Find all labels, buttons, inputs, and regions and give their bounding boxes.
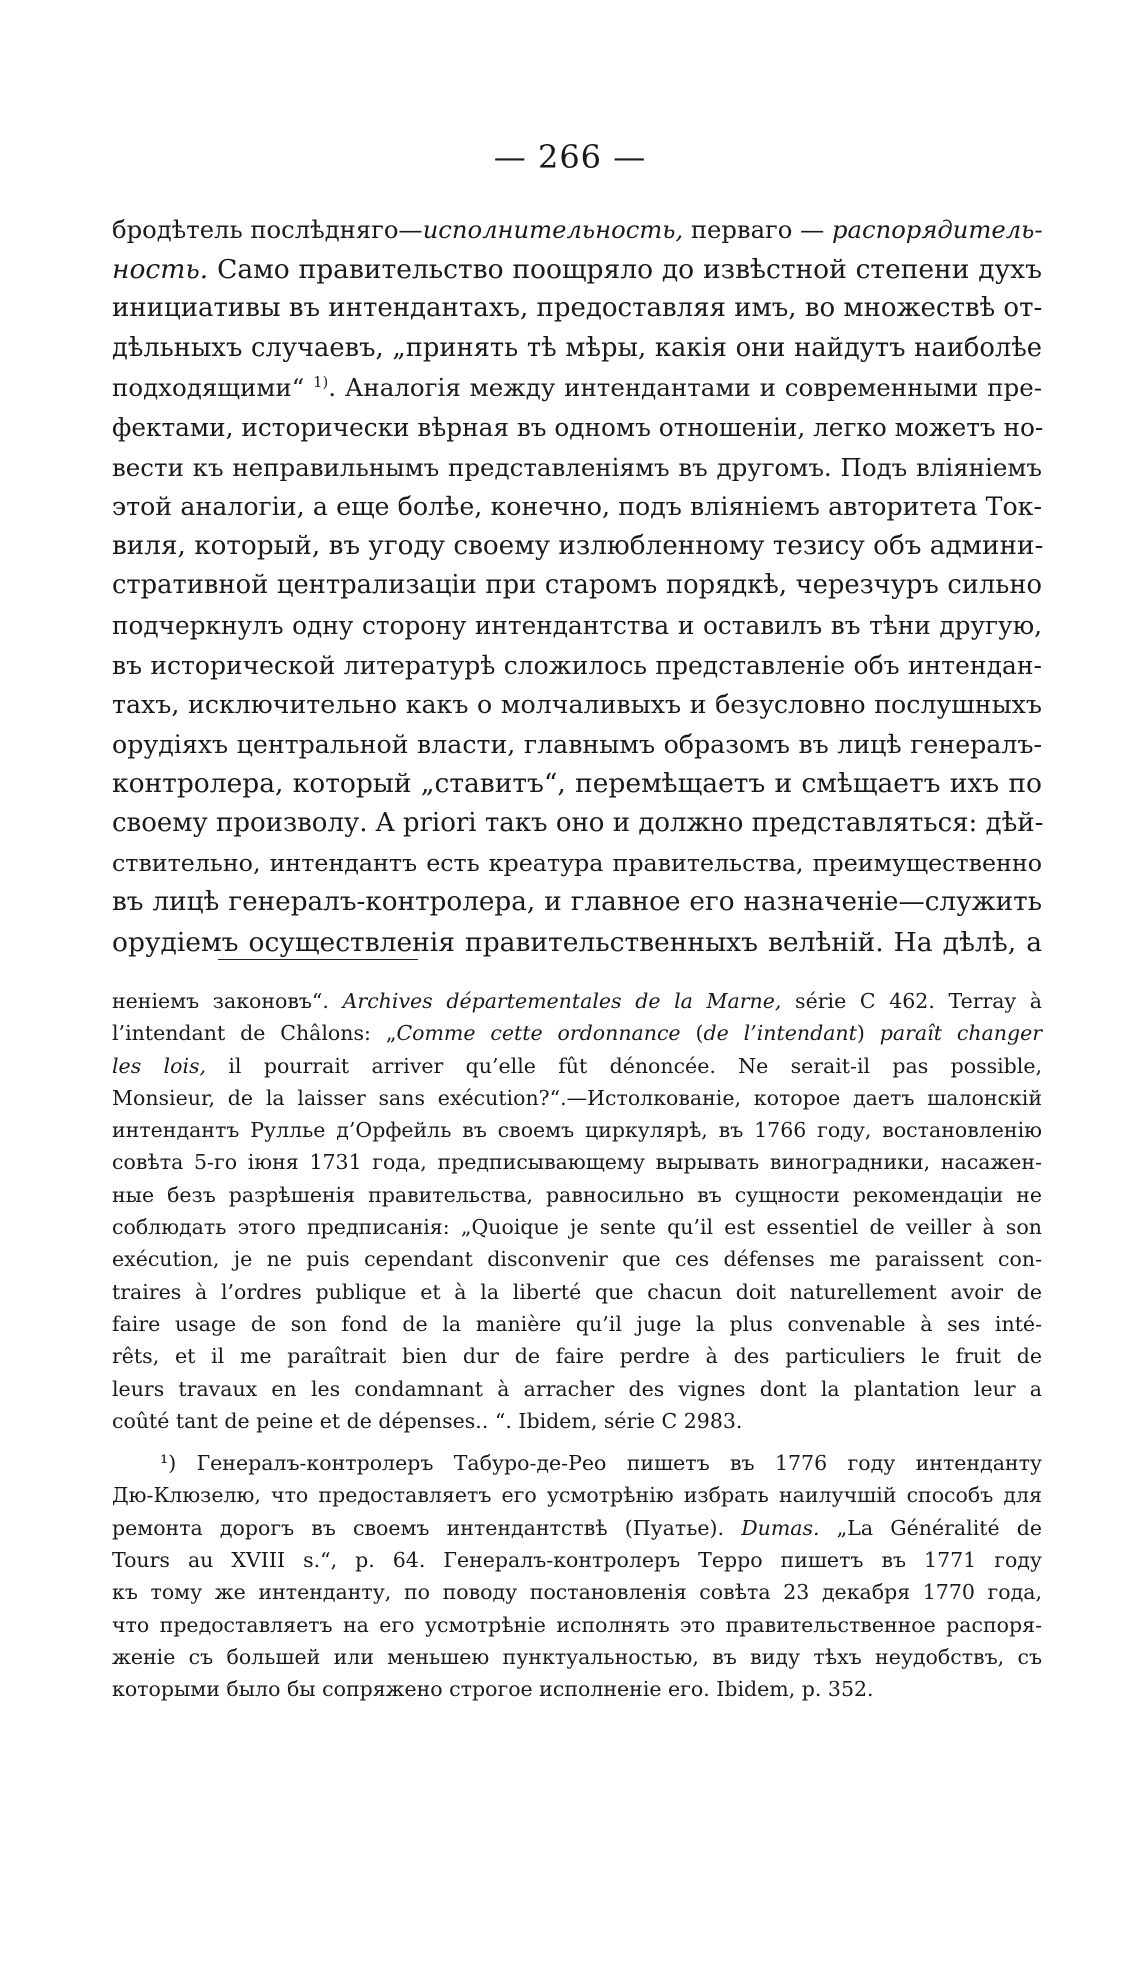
- body-line: подчеркнулъ одну сторону интендантства и оставилъ въ тѣни другую,: [112, 610, 1042, 640]
- body-line: ность. Само правительство поощряло до извѣстной степени духъ: [112, 253, 1042, 285]
- footnote-line: les lois, il pourrait arriver qu’elle fût dénoncée. Ne serait-il pas possible,: [112, 1053, 1043, 1078]
- body-line: своему произволу. A priori такъ оно и должно представляться: дѣй-: [112, 807, 1044, 838]
- body-line: орудіяхъ центральной власти, главнымъ образомъ въ лицѣ генералъ-: [112, 729, 1042, 759]
- footnote-1: [112, 1447, 1042, 1705]
- footnote-line: интендантъ Руллье д’Орфейль въ своемъ циркулярѣ, въ 1766 году, востановленію: [112, 1118, 1042, 1143]
- footnote-line: rêts, et il me paraîtrait bien dur de faire perdre à des particuliers le fruit de: [112, 1344, 1042, 1369]
- footnote-line: неніемъ законовъ“. Archives départementales de la Marne, série C 462. Terray à: [112, 989, 1042, 1013]
- body-line: вести къ неправильнымъ представленіямъ въ другомъ. Подъ вліяніемъ: [112, 452, 1042, 482]
- footnote-line: которыми было бы сопряжено строгое исполненіе его. Ibidem, p. 352.: [112, 1677, 874, 1702]
- footnote-line: Monsieur, de la laisser sans exécution?“.—Истолкованіе, которое даетъ шалонскій: [112, 1085, 1042, 1110]
- footnote-line: faire usage de son fond de la manière qu’il juge la plus convenable à ses inté-: [112, 1311, 1042, 1336]
- body-line: ствительно, интендантъ есть креатура правительства, преимущественно: [112, 848, 1042, 877]
- body-line: стративной централизаціи при старомъ порядкѣ, черезчуръ сильно: [112, 570, 1042, 601]
- footnote-line: traires à l’ordres publique et à la liberté que chacun doit naturellement avoir de: [112, 1279, 1042, 1304]
- footnote-line: Дю-Клюзелю, что предоставляетъ его усмотрѣнію избрать наилучшій способъ для: [112, 1483, 1042, 1508]
- footnote-ref: 1): [313, 374, 329, 392]
- footnote-line: ремонта дорогъ въ своемъ интендантствѣ (Пуатье). Dumas. „La Généralité de: [112, 1515, 1043, 1540]
- footnote-line: ные безъ разрѣшенія правительства, равносильно въ сущности рекомендаціи не: [112, 1182, 1042, 1207]
- body-line: этой аналогіи, а еще болѣе, конечно, подъ вліяніемъ авторитета Ток-: [112, 492, 1042, 522]
- body-line: въ исторической литературѣ сложилось представленіе объ интендан-: [112, 650, 1042, 680]
- footnote-line: женіе съ большей или меньшею пунктуальностью, въ виду тѣхъ неудобствъ, съ: [112, 1644, 1042, 1669]
- footnote-line: Tours au XVIII s.“, p. 64. Генералъ-контролеръ Терро пишетъ въ 1771 году: [112, 1548, 1042, 1573]
- footnote-line: leurs travaux en les condamnant à arracher des vignes dont la plantation leur a: [112, 1376, 1042, 1401]
- footnote-line: coûté tant de peine et de dépenses.. “. Ibidem, série C 2983.: [112, 1408, 743, 1433]
- body-line: контролера, который „ставитъ“, перемѣщаетъ и смѣщаетъ ихъ по: [112, 768, 1042, 800]
- footnote-continued: [112, 985, 1042, 1437]
- body-line: въ лицѣ генералъ-контролера, и главное его назначеніе—служить: [112, 887, 1042, 918]
- footnote-line: ¹) Генералъ-контролеръ Табуро-де-Рео пишетъ въ 1776 году интенданту: [160, 1451, 1042, 1476]
- body-line: бродѣтель послѣдняго—исполнительность, перваго — распорядитель-: [112, 215, 1043, 244]
- body-line: дѣльныхъ случаевъ, „принять тѣ мѣры, какія они найдутъ наиболѣе: [112, 332, 1042, 363]
- footnote-line: что предоставляетъ на его усмотрѣніе исполнять это правительственное распоря-: [112, 1612, 1042, 1637]
- footnote-line: соблюдать этого предписанія: „Quoique je sente qu’il est essentiel de veiller à son: [112, 1215, 1042, 1240]
- page-number: — 266 —: [493, 138, 647, 176]
- body-line: инициативы въ интендантахъ, предоставляя имъ, во множествѣ от-: [112, 293, 1043, 324]
- body-line: виля, который, въ угоду своему излюбленному тезису объ админи-: [112, 530, 1044, 561]
- footnotes: [112, 985, 1042, 1706]
- main-body-text: [112, 210, 1042, 962]
- body-line: фектами, исторически вѣрная въ одномъ отношеніи, легко можетъ но-: [112, 412, 1044, 442]
- body-line: подходящими“ $^{1)}$. Аналогія между интендантами и современными пре-: [112, 373, 1042, 403]
- footnote-line: l’intendant de Châlons: „Comme cette ordonnance (de l’intendant) paraît changer: [112, 1021, 1043, 1046]
- footnote-separator: [218, 959, 418, 960]
- footnote-line: совѣта 5-го іюня 1731 года, предписывающему вырывать виноградники, насажен-: [112, 1150, 1042, 1175]
- body-line: тахъ, исключительно какъ о молчаливыхъ и безусловно послушныхъ: [112, 690, 1042, 720]
- footnote-line: exécution, je ne puis cependant disconvenir que ces défenses me paraissent con-: [112, 1247, 1042, 1272]
- footnote-line: къ тому же интенданту, по поводу постановленія совѣта 23 декабря 1770 года,: [112, 1580, 1042, 1605]
- body-line: орудіемъ осуществленія правительственныхъ велѣній. На дѣлѣ, а: [112, 926, 1042, 958]
